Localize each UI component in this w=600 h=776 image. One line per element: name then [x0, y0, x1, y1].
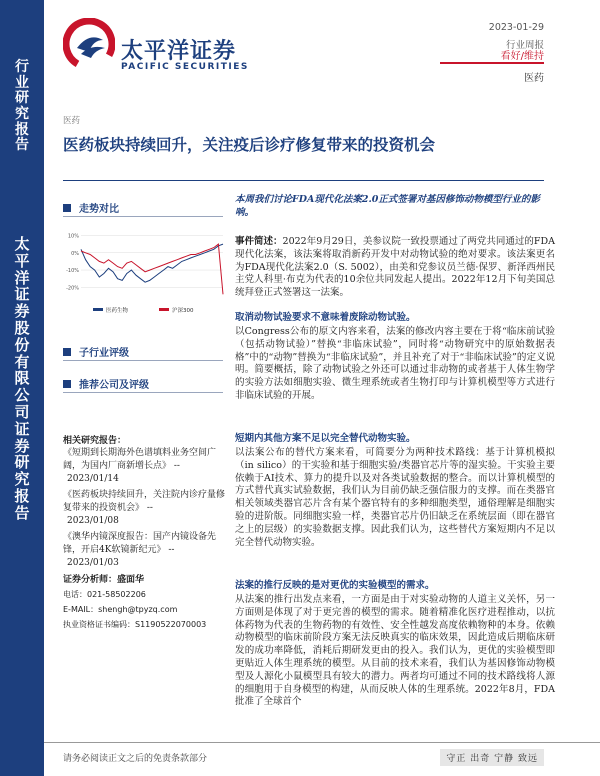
footer-disclaimer[interactable]: 请务必阅读正文之后的免责条款部分	[63, 754, 208, 764]
meta-divider	[440, 62, 544, 64]
section-trend: 走势对比	[63, 200, 119, 215]
related-report-3[interactable]: 《澳华内镜深度报告：国产内镜设备先锋，开启4K软镜新纪元》 -- 2023/01/03	[63, 532, 217, 568]
paragraph-demand: 从法案的推行出发点来看，一方面是由于对实验动物的人道主义关怀，另一方面则是体现了对于更完善的模型的需求。随着精准化医疗进程推动，以抗体药物为代表的生物药物的有效性、安全性越发高度依赖物种的本身。依赖动物模型的临床前阶段方案无法反映真实的临床效果，因此造成后期临床研发的成功率降低，消耗后期研发更由的投入。我们认为，更优的实验模型即更贴近人体生理系统的模型。从目前的技术来看，我们认为基因修饰动物模型及人源化小鼠模型具有较大的潜力。两者均可通过不同的技术路线将人源的细胞用于自身模型的构建，从而反映人体的生理系统。2022年8月，FDA批准了全球首个	[235, 594, 555, 708]
y-tick-label: 0%	[71, 250, 79, 257]
logo-name-cn: 太平洋证券	[121, 39, 237, 64]
title-divider	[63, 180, 544, 181]
bullet-icon	[63, 204, 71, 212]
footer-motto: 守正 出奇 宁静 致远	[440, 749, 544, 766]
y-tick-label: 10%	[67, 233, 79, 240]
analyst-email[interactable]: E-MAIL：shengh@tpyzq.com	[63, 605, 178, 614]
legend-swatch	[93, 308, 103, 311]
bullet-icon	[63, 348, 71, 356]
legend-label: 沪深300	[172, 308, 194, 314]
analyst-name: 证券分析师：盛面华	[63, 575, 145, 585]
report-date: 2023-01-29	[488, 22, 544, 33]
sector-label: 医药	[63, 116, 81, 126]
heading-animal-testing: 取消动物试验要求不意味着废除动物试验。	[235, 312, 416, 323]
band-report-type: 行 业 研 究 报 告	[15, 59, 29, 154]
legend-label: 医药生物	[106, 308, 129, 314]
band-company: 太 平 洋 证 券 股 份 有 限 公 司 证 券 研 究 报 告	[14, 235, 30, 522]
legend-swatch	[159, 308, 169, 311]
series-line-1	[81, 244, 223, 282]
section-divider	[63, 392, 223, 393]
logo-name-en: PACIFIC SECURITIES	[121, 62, 249, 72]
analyst-cert: 执业资格证书编码：S1190522070003	[63, 620, 207, 629]
related-report-1[interactable]: 《短期到长期海外色谱填料业务空间广阔，为国内厂商新增长点》 -- 2023/01/14	[63, 448, 217, 484]
paragraph-event: 事件简述：2022年9月29日，美参议院一致投票通过了两党共同通过的FDA现代化法案，该法案将取消新药开发中对动物试验的绝对要求。该法案更名为FDA现代化法案2.0（S. 5002），由美和党参议员兰德·保罗、新泽西州民主党人科里·布克为代表的10余位共同发起人提出。2022年12月下旬美国总统拜登正式签署这一法案。	[235, 236, 555, 299]
paragraph-animal-testing: 以Congress公布的原文内容来看，法案的修改内容主要在于将“临床前试验（包括动物试验）”替换“非临床试验”，同时将“动物研究中的原始数据表格”中的“动物”替换为“非临床试验”，并且补充了对于“非临床试验”的定义说明。简要概括，除了动物试验之外还可以通过非动物的或者基于人体生物学的实验方法如细胞实验、微生理系统或者生物打印与计算机模型等方式进行非临床试验的开展。	[235, 326, 555, 401]
report-type: 行业周报	[505, 40, 544, 51]
bullet-icon	[63, 380, 71, 388]
related-title: 相关研究报告：	[63, 436, 127, 446]
section-sub-rating: 子行业评级	[63, 344, 129, 359]
heading-demand: 法案的推行反映的是对更优的实验模型的需求。	[235, 580, 435, 591]
heading-alternatives: 短期内其他方案不足以完全替代动物实验。	[235, 433, 416, 444]
y-tick-label: -20%	[66, 285, 79, 292]
summary-intro: 本周我们讨论FDA现代化法案2.0正式签署对基因修饰动物模型行业的影响。	[235, 194, 540, 218]
section-divider	[63, 360, 223, 361]
industry-label: 医药	[524, 73, 544, 84]
section-recommend: 推荐公司及评级	[63, 376, 149, 391]
series-line-2	[81, 244, 223, 294]
related-report-2[interactable]: 《医药板块持续回升，关注院内诊疗量修复带来的投资机会》 -- 2023/01/08	[63, 490, 226, 526]
analyst-phone: 电话：021-58502206	[63, 590, 146, 599]
rating-badge: 看好/维持	[500, 51, 544, 62]
section-divider	[63, 216, 223, 217]
footer-divider	[44, 742, 600, 743]
page-title: 医药板块持续回升，关注疫后诊疗修复带来的投资机会	[63, 135, 436, 154]
y-tick-label: -10%	[66, 268, 79, 275]
logo-mark-icon	[63, 18, 115, 70]
trend-chart	[63, 226, 227, 320]
paragraph-alternatives: 以法案公布的替代方案来看，可简要分为两种技术路线：基于计算机模拟（in silico）的干实验和基于细胞实验/类器官芯片等的湿实验。干实验主要依赖于AI技术、算力的提升以及对各类试验数据的整合。而以计算机模型的方式替代真实试验数据，我们认为目前仍缺乏强信服力的支撑。而在类器官相关领域类器官芯片含有某个器官特有的多种细胞类型，通俗理解是细胞实验的进阶版。同细胞实验一样，类器官芯片仍旧缺乏在系统层面（即在器官之上的层级）的实验数据支撑。因此我们认为，这些替代方案短期内不足以完全替代动物实验。	[235, 447, 555, 548]
